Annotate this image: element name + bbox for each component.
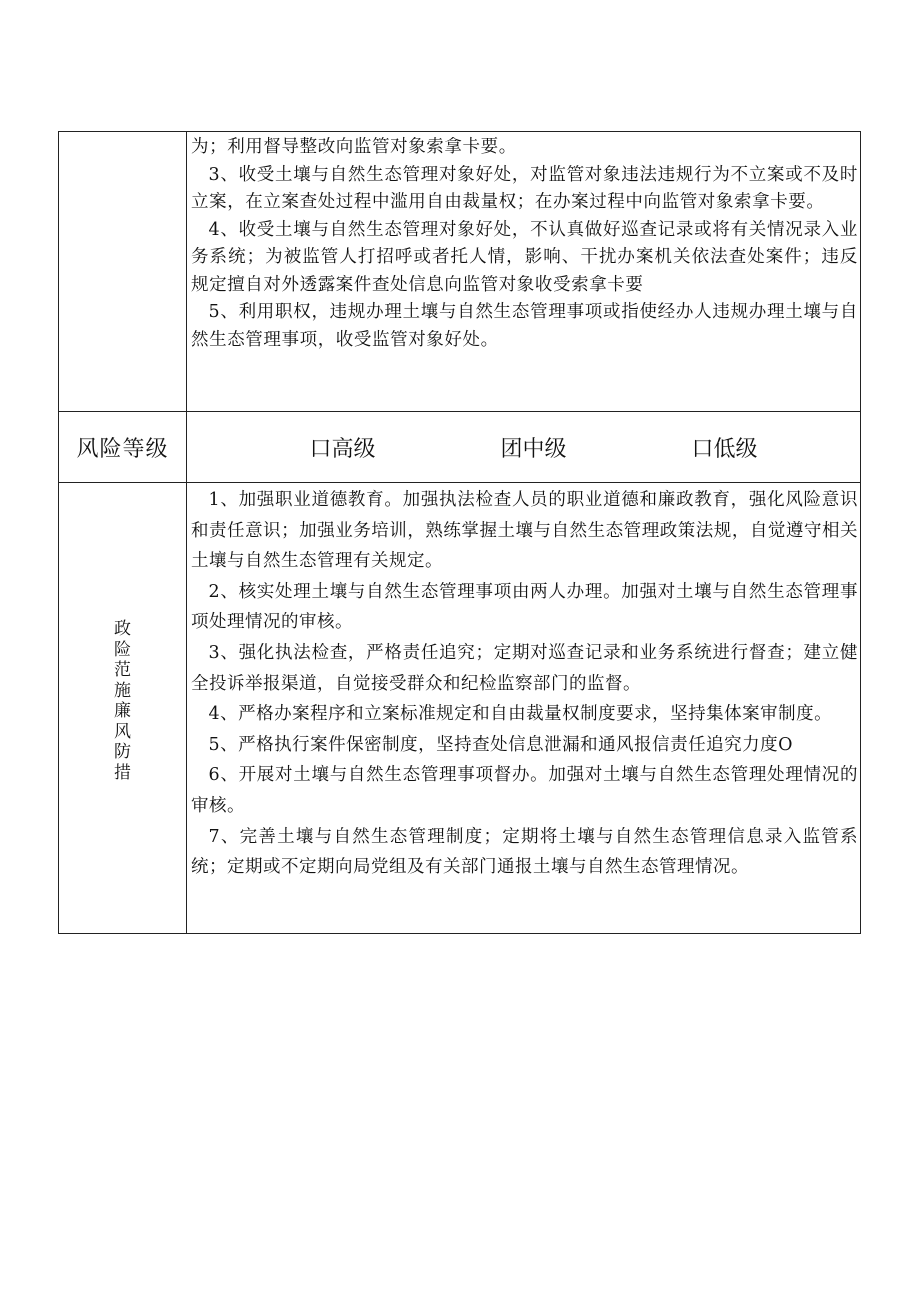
label-char: 廉 <box>114 701 131 721</box>
risk-points-row <box>59 132 861 412</box>
risk-level-low-option: 口低级 <box>691 436 758 462</box>
label-char: 防 <box>114 742 131 762</box>
risk-level-options <box>187 432 860 463</box>
risk-point-item: 3、收受土壤与自然生态管理对象好处，对监管对象违法违规行为不立案或不及时立案，在立案查处过程中滥用自由裁量权；在办案过程中向监管对象索拿卡要。 <box>191 164 858 212</box>
label-char: 施 <box>114 680 131 701</box>
label-char: 政 <box>114 619 131 639</box>
measure-item: 6、开展对土壤与自然生态管理事项督办。加强对土壤与自然生态管理处理情况的审核。 <box>191 765 858 816</box>
measure-item: 1、加强职业道德教育。加强执法检查人员的职业道德和廉政教育，强化风险意识和责任意识；加强业务培训，熟练掌握土壤与自然生态管理政策法规，自觉遵守相关土壤与自然生态管理有关规定。 <box>191 490 858 572</box>
risk-point-item: 4、收受土壤与自然生态管理对象好处，不认真做好巡查记录或将有关情况录入业务系统；为被监管人打招呼或者托人情，影响、干扰办案机关依法查处案件；违反规定擅自对外透露案件查处信息向监管对象收受索拿卡要 <box>191 219 858 295</box>
measure-item: 3、强化执法检查，严格责任追究；定期对巡查记录和业务系统进行督查；建立健全投诉举报渠道，自觉接受群众和纪检监察部门的监督。 <box>191 642 858 694</box>
risk-level-options-cell <box>187 412 861 483</box>
prevention-measures-label <box>112 619 134 783</box>
risk-level-row <box>59 412 861 483</box>
risk-control-table <box>58 131 861 934</box>
risk-point-continuation: 为；利用督导整改向监管对象索拿卡要。 <box>191 137 517 157</box>
prevention-measures-label-cell <box>59 483 187 934</box>
risk-level-label: 风险等级 <box>59 412 187 483</box>
label-char: 措 <box>114 762 131 783</box>
risk-points-label-cell <box>59 132 187 412</box>
risk-point-item: 5、利用职权，违规办理土壤与自然生态管理事项或指使经办人违规办理土壤与自然生态管理事项，收受监管对象好处。 <box>191 302 858 350</box>
prevention-measures-content-cell <box>187 483 861 934</box>
label-char: 险 <box>114 639 131 660</box>
label-char: 风 <box>114 721 131 742</box>
measure-item: 4、严格办案程序和立案标准规定和自由裁量权制度要求，坚持集体案审制度。 <box>208 704 833 725</box>
prevention-measures-row <box>59 483 861 934</box>
prevention-measures-text <box>187 483 860 933</box>
risk-level-high-option: 口高级 <box>309 436 376 462</box>
measure-item: 7、完善土壤与自然生态管理制度；定期将土壤与自然生态管理信息录入监管系统；定期或不定期向局党组及有关部门通报土壤与自然生态管理情况。 <box>191 826 858 878</box>
risk-level-medium-option: 团中级 <box>500 436 567 462</box>
measure-item: 5、严格执行案件保密制度，坚持查处信息泄漏和通风报信责任追究力度O <box>208 734 793 755</box>
risk-points-text <box>187 132 860 354</box>
label-char: 范 <box>114 660 131 680</box>
measure-item: 2、核实处理土壤与自然生态管理事项由两人办理。加强对土壤与自然生态管理事项处理情况的审核。 <box>191 581 858 633</box>
risk-points-content-cell <box>187 132 861 412</box>
